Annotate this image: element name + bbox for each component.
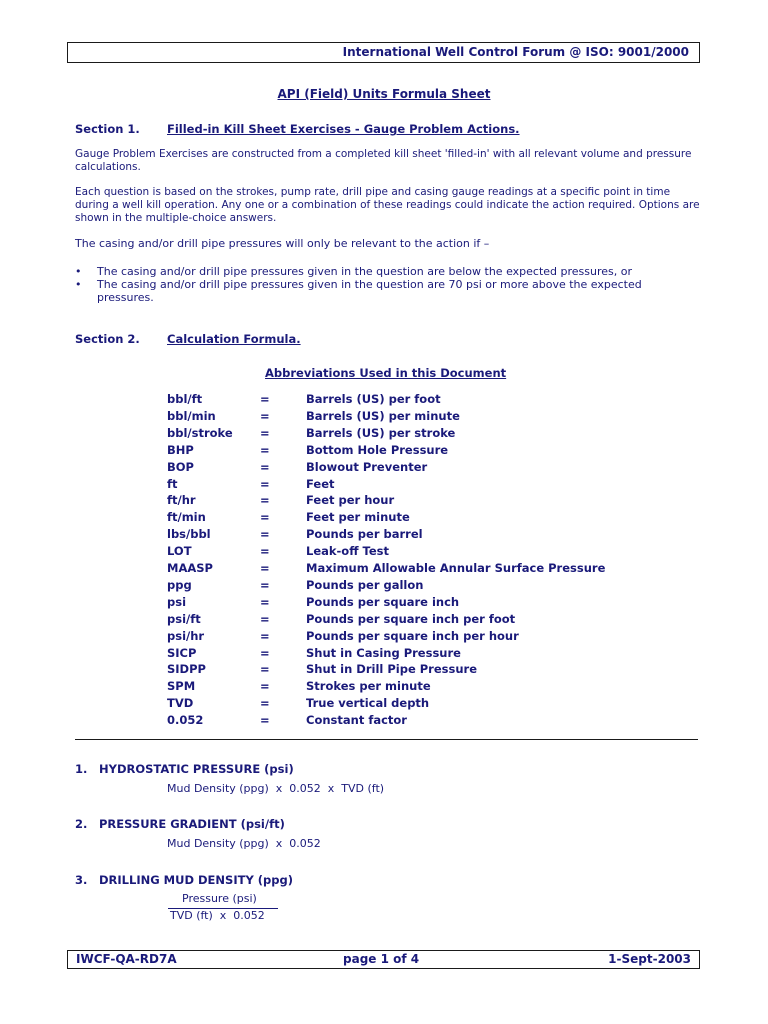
- abbreviation-row: [0, 443, 768, 460]
- abbreviation-meaning: Feet per minute: [306, 510, 410, 525]
- abbreviation-equals: =: [260, 662, 270, 677]
- abbreviation-meaning: Barrels (US) per stroke: [306, 425, 456, 440]
- abbreviation-meaning: Feet per hour: [306, 493, 395, 508]
- abbreviations-heading: Abbreviations Used in this Document: [265, 366, 507, 380]
- abbreviation-term: psi: [167, 594, 187, 609]
- abbreviation-equals: =: [260, 628, 270, 643]
- abbreviation-meaning: Pounds per barrel: [306, 527, 423, 542]
- abbreviation-row: [0, 460, 768, 477]
- abbreviation-term: ppg: [167, 577, 192, 592]
- abbreviation-term: ft/hr: [167, 493, 196, 508]
- abbreviation-equals: =: [260, 544, 270, 559]
- bullet-symbol: •: [75, 265, 82, 278]
- abbreviation-term: TVD: [167, 696, 194, 711]
- abbreviation-row: [0, 612, 768, 629]
- abbreviation-meaning: Shut in Drill Pipe Pressure: [306, 662, 477, 677]
- abbreviation-equals: =: [260, 442, 270, 457]
- abbreviation-row: [0, 409, 768, 426]
- formula-1-title: HYDROSTATIC PRESSURE (psi): [99, 762, 294, 776]
- abbreviation-row: [0, 578, 768, 595]
- bullet-symbol: •: [75, 278, 82, 291]
- abbreviation-meaning: Pounds per square inch per hour: [306, 628, 519, 643]
- abbreviation-term: psi/hr: [167, 628, 205, 643]
- abbreviation-equals: =: [260, 696, 270, 711]
- abbreviation-row: [0, 392, 768, 409]
- footer-page-number: page 1 of 4: [343, 952, 420, 966]
- abbreviation-row: [0, 527, 768, 544]
- section1-title: Filled-in Kill Sheet Exercises - Gauge Problem Actions.: [167, 122, 520, 136]
- abbreviation-term: bbl/min: [167, 408, 216, 423]
- formula-3-number: 3.: [75, 873, 88, 887]
- divider: [75, 739, 698, 740]
- abbreviation-meaning: Blowout Preventer: [306, 459, 428, 474]
- page-title: API (Field) Units Formula Sheet: [277, 87, 491, 101]
- abbreviation-term: BHP: [167, 442, 194, 457]
- abbreviation-term: SIDPP: [167, 662, 206, 677]
- header-text: International Well Control Forum @ ISO: 9001/2000: [342, 45, 689, 59]
- abbreviation-equals: =: [260, 561, 270, 575]
- abbreviation-equals: =: [260, 577, 270, 592]
- abbreviation-row: [0, 646, 768, 663]
- formula-2-title: PRESSURE GRADIENT (psi/ft): [99, 817, 285, 831]
- abbreviation-term: LOT: [167, 544, 192, 559]
- abbreviation-meaning: Strokes per minute: [306, 679, 431, 694]
- abbreviation-meaning: Bottom Hole Pressure: [306, 442, 449, 457]
- abbreviation-row: [0, 679, 768, 696]
- abbreviation-term: MAASP: [167, 561, 213, 575]
- abbreviation-equals: =: [260, 713, 270, 728]
- formula-2-body: Mud Density (ppg) x 0.052: [167, 837, 321, 850]
- section2-title: Calculation Formula.: [167, 332, 301, 346]
- abbreviation-equals: =: [260, 645, 270, 660]
- abbreviation-equals: =: [260, 425, 270, 440]
- footer-date: 1-Sept-2003: [608, 952, 691, 966]
- abbreviation-term: lbs/bbl: [167, 527, 211, 542]
- abbreviation-row: [0, 426, 768, 443]
- abbreviation-row: [0, 629, 768, 646]
- abbreviations-table: [0, 392, 768, 737]
- abbreviation-term: SPM: [167, 679, 196, 694]
- abbreviation-row: [0, 493, 768, 510]
- bullet-text: The casing and/or drill pipe pressures given in the question are below the expected pressures, or: [97, 265, 632, 278]
- abbreviation-term: ft/min: [167, 510, 206, 525]
- footer-box: [67, 950, 700, 969]
- section2-label: Section 2.: [75, 332, 140, 346]
- abbreviation-term: bbl/stroke: [167, 425, 233, 440]
- abbreviation-row: [0, 510, 768, 527]
- abbreviation-meaning: Pounds per square inch per foot: [306, 611, 516, 626]
- formula-3-denominator: TVD (ft) x 0.052: [170, 909, 265, 922]
- abbreviation-term: BOP: [167, 459, 194, 474]
- abbreviation-meaning: Pounds per square inch: [306, 594, 460, 609]
- abbreviation-term: ft: [167, 476, 178, 491]
- abbreviation-meaning: Barrels (US) per foot: [306, 392, 441, 406]
- footer-doc-id: IWCF-QA-RD7A: [76, 952, 177, 966]
- abbreviation-row: [0, 561, 768, 578]
- abbreviation-meaning: Pounds per gallon: [306, 577, 424, 592]
- section1-label: Section 1.: [75, 122, 140, 136]
- section1-para2: Each question is based on the strokes, pump rate, drill pipe and casing gauge readings at a specific point in time during a well kill operation. Any one or a combination of these readings could indicate the action required. Options are shown in the multiple-choice answers.: [75, 186, 700, 224]
- abbreviation-meaning: Constant factor: [306, 713, 407, 728]
- formula-1-number: 1.: [75, 762, 88, 776]
- abbreviation-term: SICP: [167, 645, 197, 660]
- abbreviation-meaning: Barrels (US) per minute: [306, 408, 460, 423]
- abbreviation-row: [0, 696, 768, 713]
- formula-2-number: 2.: [75, 817, 88, 831]
- abbreviation-row: [0, 544, 768, 561]
- abbreviation-equals: =: [260, 527, 270, 542]
- abbreviation-meaning: Feet: [306, 476, 335, 491]
- abbreviation-term: psi/ft: [167, 611, 201, 626]
- abbreviation-equals: =: [260, 476, 270, 491]
- abbreviation-equals: =: [260, 392, 270, 406]
- abbreviation-term: 0.052: [167, 713, 204, 728]
- abbreviation-equals: =: [260, 493, 270, 508]
- section1-para3: The casing and/or drill pipe pressures will only be relevant to the action if –: [75, 237, 490, 250]
- abbreviation-equals: =: [260, 611, 270, 626]
- abbreviation-equals: =: [260, 459, 270, 474]
- abbreviation-row: [0, 713, 768, 730]
- abbreviation-row: [0, 662, 768, 679]
- abbreviation-row: [0, 477, 768, 494]
- abbreviation-equals: =: [260, 510, 270, 525]
- abbreviation-equals: =: [260, 408, 270, 423]
- abbreviation-equals: =: [260, 594, 270, 609]
- abbreviation-term: bbl/ft: [167, 392, 203, 406]
- formula-1-body: Mud Density (ppg) x 0.052 x TVD (ft): [167, 782, 385, 795]
- abbreviation-equals: =: [260, 679, 270, 694]
- abbreviation-meaning: Leak-off Test: [306, 544, 389, 559]
- section1-para1: Gauge Problem Exercises are constructed from a completed kill sheet 'filled-in' with all relevant volume and pressure calculations.: [75, 148, 692, 173]
- abbreviation-row: [0, 595, 768, 612]
- formula-3-title: DRILLING MUD DENSITY (ppg): [99, 873, 293, 887]
- bullet-text: The casing and/or drill pipe pressures given in the question are 70 psi or more above the expected pressures.: [97, 278, 642, 304]
- header-box: [67, 42, 700, 63]
- abbreviation-meaning: True vertical depth: [306, 696, 430, 711]
- abbreviation-meaning: Maximum Allowable Annular Surface Pressure: [306, 561, 606, 575]
- formula-3-numerator: Pressure (psi): [182, 892, 257, 905]
- abbreviation-meaning: Shut in Casing Pressure: [306, 645, 461, 660]
